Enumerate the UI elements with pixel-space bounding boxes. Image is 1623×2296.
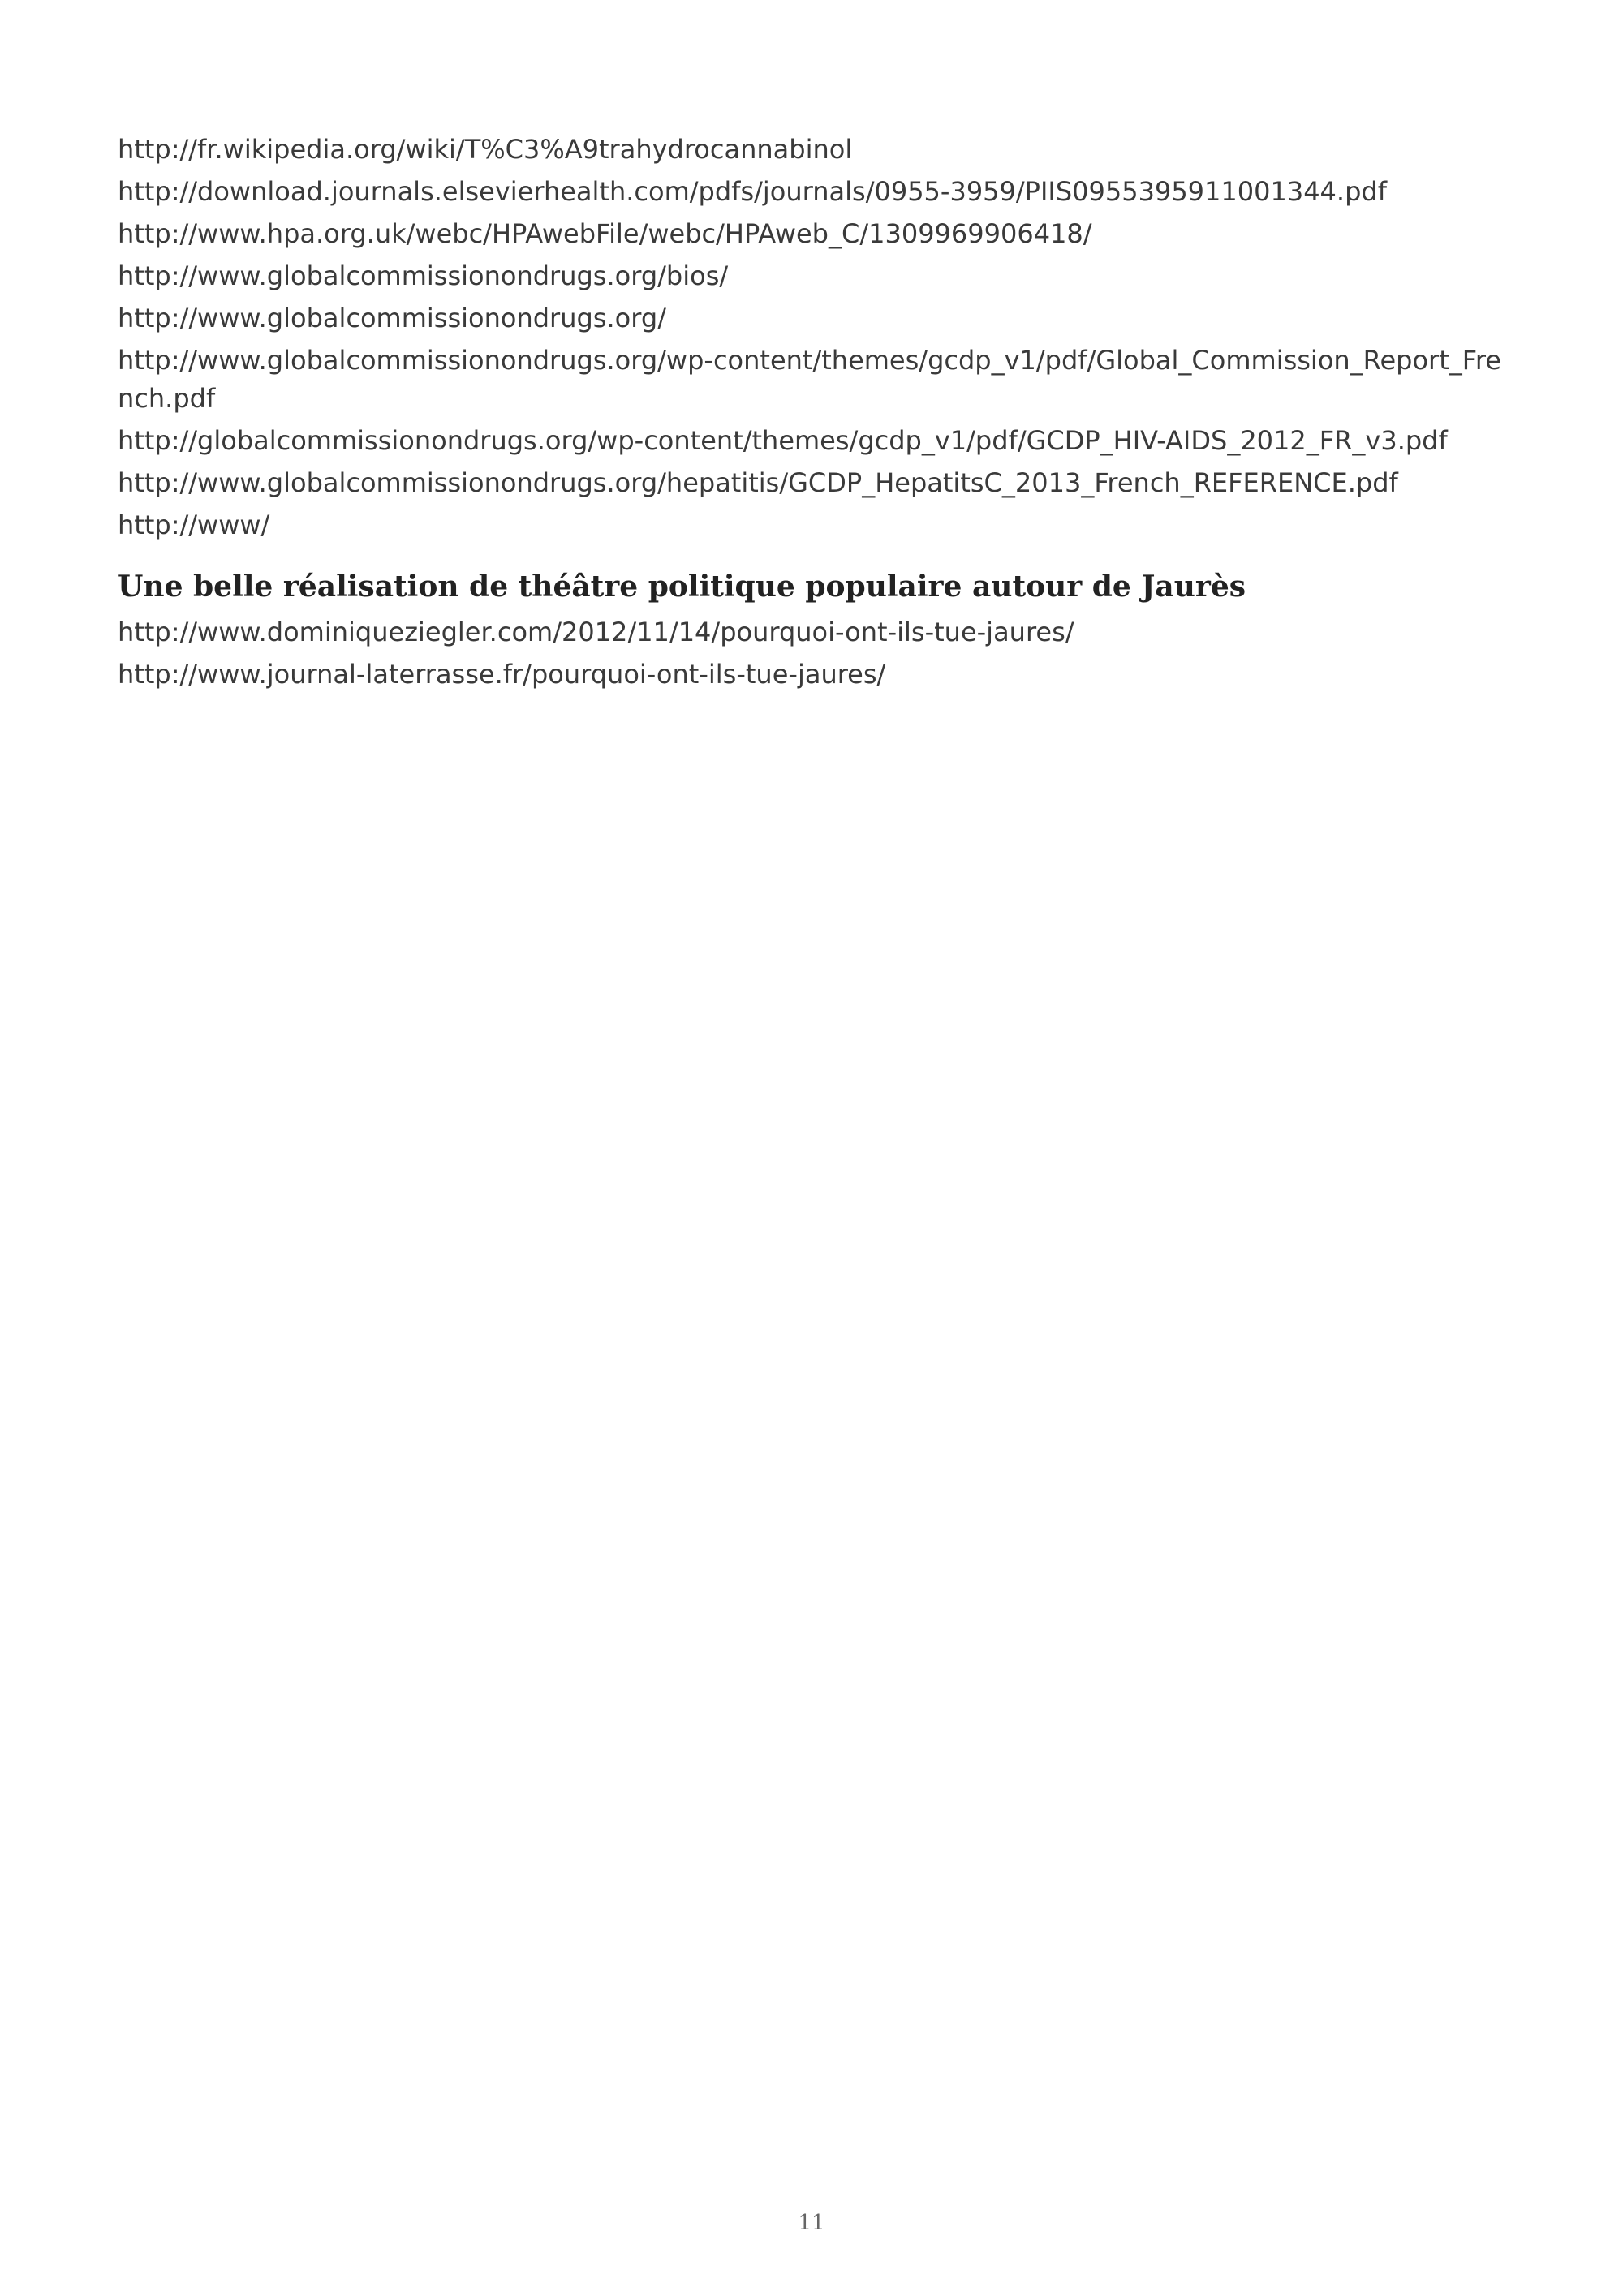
reference-link-elsevier[interactable]: http://download.journals.elsevierhealth.com/pdfs/journals/0955-3959/PIIS0955395911001344.pdf <box>118 176 1387 207</box>
reference-link-www[interactable]: http://www/ <box>118 510 270 540</box>
reference-link-gcdp-hiv[interactable]: http://globalcommissionondrugs.org/wp-content/themes/gcdp_v1/pdf/GCDP_HIV-AIDS_2012_FR_v3.pdf <box>118 425 1448 456</box>
reference-list <box>118 128 1513 546</box>
jaures-link-list <box>118 611 1513 695</box>
reference-link-laterrasse[interactable]: http://www.journal-laterrasse.fr/pourquoi-ont-ils-tue-jaures/ <box>118 659 886 690</box>
reference-link-gcdp-bios[interactable]: http://www.globalcommissionondrugs.org/bios/ <box>118 260 729 291</box>
reference-link-ziegler[interactable]: http://www.dominiqueziegler.com/2012/11/14/pourquoi-ont-ils-tue-jaures/ <box>118 617 1074 647</box>
page-number: 11 <box>798 2211 825 2235</box>
reference-link-wikipedia[interactable]: http://fr.wikipedia.org/wiki/T%C3%A9trahydrocannabinol <box>118 134 853 165</box>
section-heading: Une belle réalisation de théâtre politique populaire autour de Jaurès <box>118 570 1246 604</box>
page-content <box>118 128 1513 695</box>
reference-link-gcdp-report[interactable]: http://www.globalcommissionondrugs.org/wp-content/themes/gcdp_v1/pdf/Global_Commission_Report_French.pdf <box>118 345 1501 414</box>
reference-link-gcdp-hepatitis[interactable]: http://www.globalcommissionondrugs.org/hepatitis/GCDP_HepatitsC_2013_French_REFERENCE.pdf <box>118 467 1398 498</box>
reference-link-hpa[interactable]: http://www.hpa.org.uk/webc/HPAwebFile/webc/HPAweb_C/1309969906418/ <box>118 218 1092 249</box>
reference-link-gcdp-home[interactable]: http://www.globalcommissionondrugs.org/ <box>118 303 666 333</box>
